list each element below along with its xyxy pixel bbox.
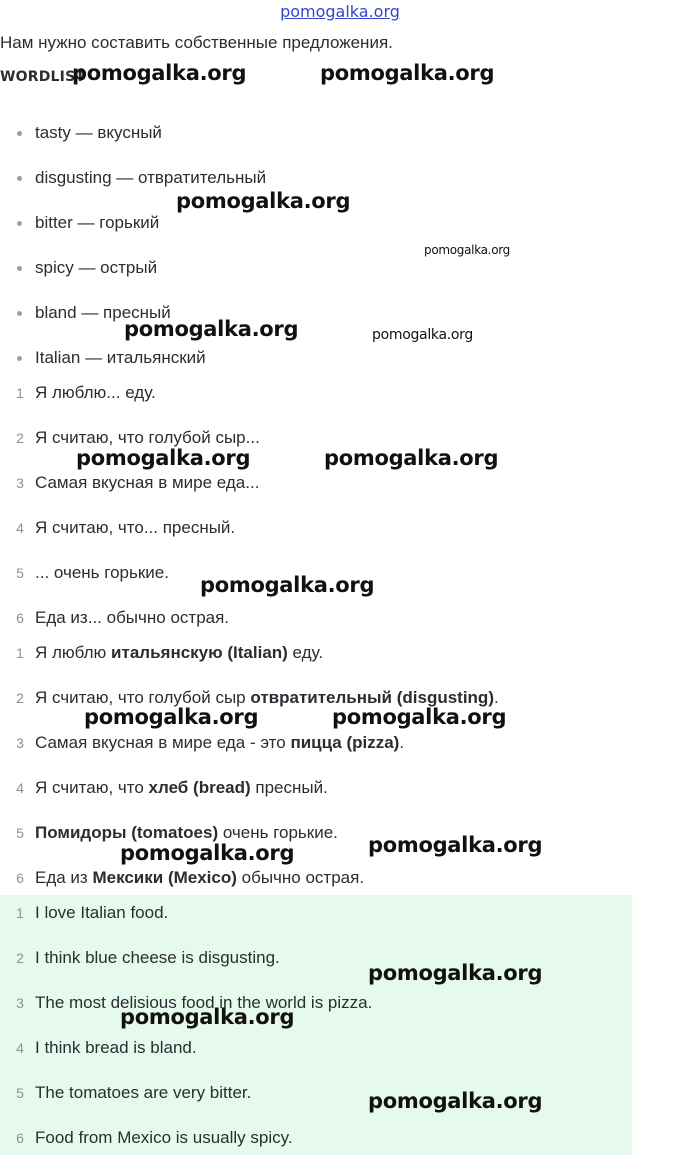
- watermark: pomogalka.org: [76, 446, 251, 470]
- bullet-icon: [17, 311, 22, 316]
- item-number: 1: [16, 385, 24, 401]
- item-number: 6: [16, 1130, 24, 1146]
- watermark: pomogalka.org: [368, 961, 543, 985]
- watermark: pomogalka.org: [200, 573, 375, 597]
- watermark: pomogalka.org: [124, 317, 299, 341]
- item-number: 2: [16, 690, 24, 706]
- item-number: 2: [16, 430, 24, 446]
- watermark: pomogalka.org: [332, 705, 507, 729]
- item-number: 1: [16, 645, 24, 661]
- item-number: 4: [16, 1040, 24, 1056]
- item-number: 6: [16, 610, 24, 626]
- watermark: pomogalka.org: [368, 1089, 543, 1113]
- item-number: 3: [16, 735, 24, 751]
- watermark: pomogalka.org: [120, 1005, 295, 1029]
- watermark: pomogalka.org: [324, 446, 499, 470]
- watermark: pomogalka.org: [72, 61, 247, 85]
- site-link[interactable]: pomogalka.org: [280, 2, 400, 21]
- item-number: 3: [16, 475, 24, 491]
- item-number: 5: [16, 1085, 24, 1101]
- bullet-icon: [17, 356, 22, 361]
- item-number: 3: [16, 995, 24, 1011]
- watermark: pomogalka.org: [424, 243, 510, 257]
- item-number: 5: [16, 825, 24, 841]
- watermark: pomogalka.org: [120, 841, 295, 865]
- bullet-icon: [17, 266, 22, 271]
- item-number: 4: [16, 780, 24, 796]
- watermark: pomogalka.org: [176, 189, 351, 213]
- intro-text: Нам нужно составить собственные предложения.: [0, 33, 393, 52]
- item-number: 2: [16, 950, 24, 966]
- bullet-icon: [17, 131, 22, 136]
- wordlist-title: WORDLIST: [0, 69, 86, 85]
- item-number: 1: [16, 905, 24, 921]
- watermark: pomogalka.org: [320, 61, 495, 85]
- watermark: pomogalka.org: [84, 705, 259, 729]
- item-number: 6: [16, 870, 24, 886]
- watermark: pomogalka.org: [372, 327, 473, 343]
- watermark: pomogalka.org: [368, 833, 543, 857]
- bullet-icon: [17, 221, 22, 226]
- item-number: 4: [16, 520, 24, 536]
- item-number: 5: [16, 565, 24, 581]
- answer-highlight-block: [0, 895, 632, 1155]
- bullet-icon: [17, 176, 22, 181]
